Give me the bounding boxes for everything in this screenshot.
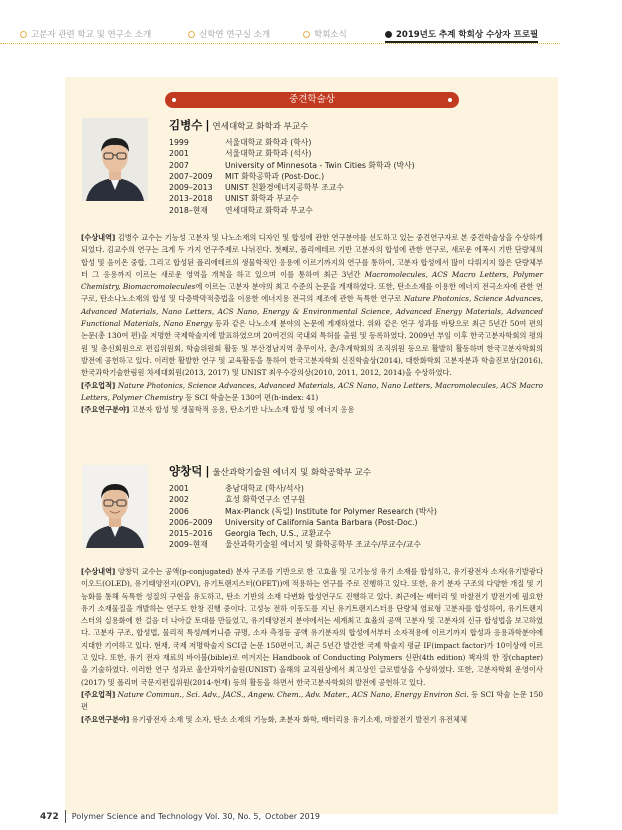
award-label: [수상내역]	[81, 233, 116, 242]
section-title-badge	[165, 92, 459, 108]
bio-journals: Nature Photonics, Science Advances, Advanced Materials, Nano Letters, ACS Nano, Energy & Environmental Science, Advanced Energy Materials, Advanced Functional Materials, Nano Energy	[81, 294, 543, 329]
person-affiliation: 연세대학교 화학과 부교수	[212, 122, 309, 132]
bio-text: 양창덕 교수는 공액(p-conjugated) 분자 구조를 기반으로 한 고효율 및 고기능성 유기 소재를 합성하고, 유기광전자 소자(유기발광다이오드(OLED), 유기태양전지(OPV), 유기트랜지스터(OFET))에 적용하는 연구를 주로 진행하고 있다. 또한, 유기 분자 구조의 다양한 개질 및 기능화를 통해 독특한 성질의 구현을 유도하고, 탄소 기반의 소재 다변화 합성연구도 진행하고 있다. 최근에는 배터리 및 마찰전기 발전기에 필요한 유기 소재물질을 개발하는 연구도 한창 진행 중이다. 고성능 전하 이동도를 지닌 유기트랜지스터용 단량체 염료형 고분자를 합성하여, 유기트랜지스터의 실용화에 한 걸음 더 나아갈 토대를 만들었고, 유기태양전지 분야에서는 세계최고 효율의 공액 고분자 및 고분자의 신규 합성법을 보고하였다. 고분자 구조, 합성법, 물리적 특성/메커니즘 규명, 소자 측정등 공액 유기분자의 합성에서부터 소자적용에 이르기까지 합성과 응용과학분야에 지대한 기여하고 있다. 현재, 국제 저명학술지 SCI급 논문 150편이고, 최근 5년간 발간한 국제 학술지 평균 IF(impact factor)가 10이상에 이르고 있다. 또한, 유기 전자 재료의 바이블(bible)로 여겨지는 Handbook of Conducting Polymers 신판(4th edition) 책자의 한 장(chapter)을 기술하였다. 이러한 연구 성과로 울산과학기술원(UNIST) 올해의 교직원상에서 최고상인 글로벌상을 수상하였다. 또한, 고분자학회 운영이사(2017) 및 폴리머 국문지편집위원(2014-현재) 등의 활동을 하면서 한국고분자학회의 발전에 공헌하고 있다.	[81, 567, 543, 687]
portrait-photo	[82, 118, 148, 201]
circle-icon	[188, 31, 195, 38]
research-field-paragraph	[81, 714, 543, 726]
filled-circle-icon	[385, 31, 392, 38]
bio-text: 에 이르는 고분자 분야의 최고 수준의 논문을 게재하였다. 또한, 탄소소재를 이용한 에너지 전극소자에 관한 연구로, 탄소나노소재의 합성 및 다층박막적층법을 이용한 에너지용 전극의 제조에 관한 독특한 연구로	[81, 282, 543, 304]
person-name-text: 양창덕	[169, 464, 203, 478]
cv-list	[169, 137, 415, 216]
cv-year: 2007	[169, 160, 189, 170]
journal-title: Polymer Science and Technology	[71, 812, 203, 821]
cv-desc: UNIST 친환경에너지공학부 조교수	[225, 183, 344, 193]
bio-text: 김병수 교수는 기능성 고분자 및 나노소재의 디자인 및 합성에 관한 연구분야를 선도하고 있는 중견연구자로 본 중견학술상을 수상하게 되었다. 김교수의 연구는 크게 두 가지 연구주제로 나뉘진다. 첫째로, 폴리에테르 기반 고분자의 합성에 관한 연구로, 새로운 에폭시 기반 단량체의 합성 및 음이온 중합, 그리고 합성된 폴리에테르의 생물학적인 응용에 이르기까지의 연구를 통하여, 고분자 합성에서 많이 다뤄지지 않은 단량체부터 그 응용까지 이르는 새로운 영역을 개척을 하고 있으며 이를 통하여 최근 3년간	[81, 233, 543, 279]
cv-row	[169, 528, 437, 539]
publications-label: [주요업적]	[81, 689, 116, 699]
nav-tab-school-institute[interactable]	[20, 28, 151, 40]
cv-row	[169, 160, 415, 171]
cv-row	[169, 171, 415, 182]
bullet-icon	[448, 98, 452, 102]
cv-row	[169, 483, 437, 494]
nav-tab-lab-intro[interactable]	[188, 28, 270, 40]
portrait-illustration	[82, 118, 148, 201]
cv-year: 2002	[169, 495, 189, 505]
publications-paragraph	[81, 380, 543, 405]
cv-year: 1999	[169, 138, 189, 147]
page-footer	[40, 810, 320, 823]
research-field-text: 고분자 합성 및 생물학적 응용, 탄소기반 나노소재 합성 및 에너지 응용	[129, 405, 355, 415]
person-bio	[81, 566, 543, 726]
cv-year: 2001	[169, 149, 189, 159]
publications-text: 등 SCI 학술논문 130여 편(h-index: 41)	[182, 392, 319, 402]
publications-text: 등 SCI 학술 논문 150편	[81, 689, 543, 712]
cv-row	[169, 517, 437, 528]
person-name	[169, 463, 371, 479]
name-separator: |	[205, 118, 210, 132]
bullet-icon	[172, 98, 176, 102]
portrait-illustration	[82, 465, 148, 548]
cv-desc: 충남대학교 (학사/석사)	[225, 484, 304, 493]
nav-tab-award-profiles[interactable]	[385, 28, 538, 40]
person-name-text: 김병수	[169, 118, 203, 132]
cv-row	[169, 182, 415, 193]
cv-desc: Max-Planck (독일) Institute for Polymer Research (박사)	[225, 506, 437, 516]
cv-year: 2009–현재	[169, 540, 208, 550]
nav-tab-label: 신학연 연구실 소개	[199, 30, 271, 40]
cv-desc: UNIST 화학과 부교수	[225, 194, 299, 204]
active-tab-underline	[385, 41, 538, 43]
cv-row	[169, 137, 415, 148]
cv-desc: 서울대학교 화학과 (학사)	[225, 138, 312, 147]
nav-tab-society-news[interactable]	[303, 28, 347, 40]
cv-desc: MIT 화학공학과 (Post-Doc.)	[225, 171, 325, 181]
cv-year: 2018–현재	[169, 205, 208, 215]
publications-paragraph	[81, 689, 543, 714]
journal-issue: Vol. 30, No. 5,	[205, 812, 262, 821]
publications-journals: Nature Photonics, Science Advances, Advanced Materials, ACS Nano, Nano Letters, Macromolecules, ACS Macro Letters, Polymer Chemistry	[81, 380, 543, 402]
nav-tab-label: 학회소식	[314, 30, 347, 40]
person-name	[169, 117, 308, 133]
research-field-label: [주요연구분야]	[81, 405, 130, 415]
cv-year: 2015–2016	[169, 529, 213, 539]
publications-journals: Nature Commun., Sci. Adv., JACS., Angew. Chem., Adv. Mater., ACS Nano, Energy Environ Sci.	[117, 689, 469, 699]
person-affiliation: 울산과학기술원 에너지 및 화학공학부 교수	[212, 468, 372, 478]
research-field-paragraph	[81, 404, 543, 416]
section-title: 중견학술상	[289, 94, 335, 105]
cv-year: 2007–2009	[169, 171, 213, 181]
award-paragraph	[81, 566, 543, 689]
person-bio	[81, 232, 543, 416]
cv-desc: 효성 화학연구소 연구원	[225, 495, 306, 505]
cv-desc: Georgia Tech, U.S., 교환교수	[225, 529, 332, 539]
cv-year: 2013–2018	[169, 194, 213, 204]
nav-tab-label: 2019년도 추계 학회상 수상자 프로필	[396, 30, 539, 40]
nav-tab-label: 고분자 관련 학교 및 연구소 소개	[31, 30, 152, 40]
journal-date: October 2019	[265, 812, 320, 821]
cv-row	[169, 539, 437, 550]
top-navigation	[0, 0, 622, 50]
cv-year: 2009–2013	[169, 183, 213, 193]
award-paragraph	[81, 232, 543, 380]
publications-label: [주요업적]	[81, 380, 116, 390]
cv-desc: University of Minnesota - Twin Cities 화학과 (박사)	[225, 160, 415, 170]
cv-desc: 연세대학교 화학과 부교수	[225, 205, 313, 215]
research-field-label: [주요연구분야]	[81, 714, 130, 724]
cv-desc: University of California Santa Barbara (Post-Doc.)	[225, 517, 418, 527]
cv-list	[169, 483, 437, 551]
bio-text: 등과 같은 나노소재 분야의 논문에 게재하였다. 위와 같은 연구 성과를 바탕으로 최근 5년간 50여 편의 논문(총 130여 편)을 저명한 국제학술지에 발표하였으며 20여건의 국내외 특허를 출원 및 등록하였다. 2009년 부임 이후 한국고분자학회의 평의원 및 총신회원으로 편집위원회, 학술위원회 활동 및 부산경남지역 총무이사, 춘/추계학회의 조직위원 등으로 활발히 활동하며 한국고분자학회의 발전에 공헌하고 있다. 이러한 활발한 연구 및 교육활동을 통하여 한국고분자학회 신진학술상(2014), 대한화학회 고분자분과 학술진보상(2016), 한국과학기술한림원 차세대회원(2013, 2017) 및 UNIST 최우수강의상(2010, 2011, 2012, 2014)을 수상하였다.	[81, 319, 543, 378]
cv-row	[169, 193, 415, 204]
research-field-text: 유기광전자 소재 및 소자, 탄소 소재의 기능화, 초분자 화학, 배터리용 유기소재, 마찰전기 발전기 유전체체	[129, 714, 468, 724]
cv-year: 2001	[169, 484, 189, 493]
bio-journals: Macromolecules, ACS Macro Letters, Polymer Chemistry, Biomacromolecules	[81, 269, 544, 292]
cv-year: 2006	[169, 506, 189, 516]
cv-desc: 울산과학기술원 에너지 및 화학공학부 조교수/부교수/교수	[225, 540, 421, 550]
portrait-photo	[82, 465, 148, 548]
circle-icon	[303, 31, 310, 38]
footer-divider	[65, 810, 66, 823]
nav-divider-line	[0, 43, 560, 44]
cv-row	[169, 506, 437, 517]
page-number: 472	[40, 811, 59, 822]
circle-icon	[20, 31, 27, 38]
award-label: [수상내역]	[81, 567, 116, 576]
cv-row	[169, 494, 437, 505]
name-separator: |	[205, 464, 210, 478]
cv-desc: 서울대학교 화학과 (석사)	[225, 149, 312, 159]
cv-row	[169, 148, 415, 159]
cv-year: 2006–2009	[169, 517, 213, 527]
cv-row	[169, 205, 415, 216]
